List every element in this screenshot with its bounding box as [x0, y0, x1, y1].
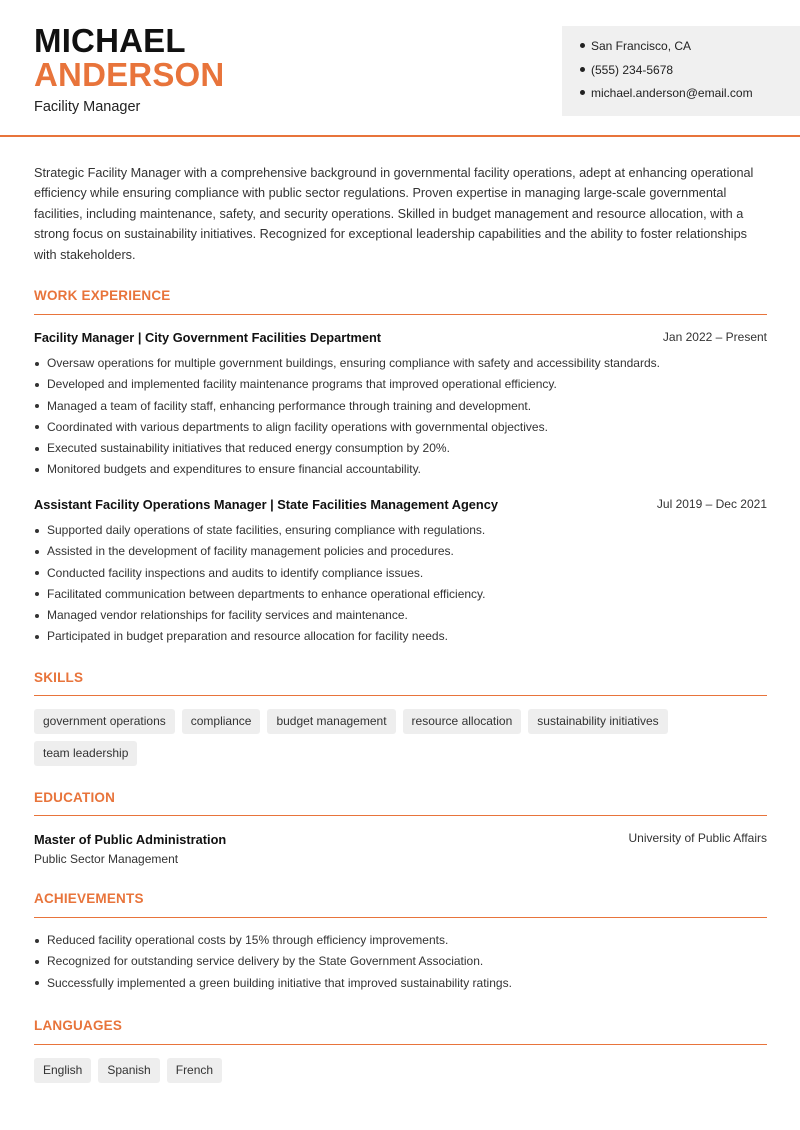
bullet-icon	[580, 90, 585, 95]
skills-list	[34, 709, 767, 773]
job-dates: Jan 2022 – Present	[662, 330, 767, 344]
list-item: Managed vendor relationships for facility services and maintenance.	[34, 607, 767, 628]
list-item: Participated in budget preparation and resource allocation for facility needs.	[34, 628, 767, 649]
section-divider	[34, 314, 767, 315]
achievements-list	[34, 932, 767, 996]
list-item: Facilitated communication between departments to enhance operational efficiency.	[34, 586, 767, 607]
language-tag: French	[167, 1058, 222, 1083]
list-item: Oversaw operations for multiple government buildings, ensuring compliance with safety and accessibility standards.	[34, 355, 767, 376]
section-title-languages: LANGUAGES	[34, 1018, 123, 1033]
education-school: University of Public Affairs	[628, 831, 767, 845]
language-tag: Spanish	[98, 1058, 159, 1083]
resume-header	[0, 0, 800, 137]
language-tag: English	[34, 1058, 91, 1083]
bullet-icon	[580, 43, 585, 48]
skill-tag: sustainability initiatives	[528, 709, 667, 734]
education-header	[34, 831, 767, 849]
section-title-skills: SKILLS	[34, 670, 84, 685]
section-divider	[34, 815, 767, 816]
contact-box	[562, 26, 800, 116]
job-role: Facility Manager | City Government Facilities Department	[34, 330, 382, 345]
list-item: Assisted in the development of facility management policies and procedures.	[34, 543, 767, 564]
list-item: Reduced facility operational costs by 15% through efficiency improvements.	[34, 932, 767, 953]
list-item: Coordinated with various departments to align facility operations with governmental objectives.	[34, 419, 767, 440]
skill-tag: team leadership	[34, 741, 137, 766]
section-title-education: EDUCATION	[34, 790, 116, 805]
section-divider	[34, 917, 767, 918]
summary-text: Strategic Facility Manager with a comprehensive background in governmental facility operations, adept at enhancing operational efficiency while ensuring compliance with public sector regulations. Proven expertise in managing large-scale governmental facilities, including maintenance, safety, and security operations. Skilled in budget management and resource allocation, with a strong focus on sustainability initiatives. Recognized for exceptional leadership capabilities and the ability to foster relationships with stakeholders.	[34, 166, 754, 262]
skill-tag: resource allocation	[403, 709, 522, 734]
last-name: ANDERSON	[34, 56, 225, 93]
education-field: Public Sector Management	[34, 852, 179, 866]
section-divider	[34, 695, 767, 696]
bullet-icon	[580, 67, 585, 72]
list-item: Managed a team of facility staff, enhancing performance through training and development.	[34, 398, 767, 419]
skill-tag: budget management	[267, 709, 395, 734]
section-title-work: WORK EXPERIENCE	[34, 288, 171, 303]
list-item: Conducted facility inspections and audits to identify compliance issues.	[34, 565, 767, 586]
list-item: Monitored budgets and expenditures to ensure financial accountability.	[34, 461, 767, 482]
contact-location: San Francisco, CA	[580, 38, 800, 62]
list-item: Recognized for outstanding service delivery by the State Government Association.	[34, 953, 767, 974]
list-item: Developed and implemented facility maintenance programs that improved operational efficiency.	[34, 376, 767, 397]
section-divider	[34, 1044, 767, 1045]
skill-tag: government operations	[34, 709, 175, 734]
job-title: Facility Manager	[34, 99, 141, 115]
section-title-achievements: ACHIEVEMENTS	[34, 891, 144, 906]
job-dates: Jul 2019 – Dec 2021	[656, 497, 767, 511]
languages-list	[34, 1058, 767, 1090]
job-header	[34, 330, 767, 345]
job-role: Assistant Facility Operations Manager | State Facilities Management Agency	[34, 497, 498, 512]
list-item: Supported daily operations of state facilities, ensuring compliance with regulations.	[34, 522, 767, 543]
contact-email: michael.anderson@email.com	[580, 85, 800, 109]
skill-tag: compliance	[182, 709, 261, 734]
job-bullets	[34, 355, 767, 483]
job-bullets	[34, 522, 767, 650]
job-header	[34, 497, 767, 512]
list-item: Executed sustainability initiatives that reduced energy consumption by 20%.	[34, 440, 767, 461]
list-item: Successfully implemented a green building initiative that improved sustainability ratings.	[34, 975, 767, 996]
contact-phone: (555) 234-5678	[580, 62, 800, 86]
education-degree: Master of Public Administration	[34, 832, 227, 847]
first-name: MICHAEL	[34, 22, 186, 59]
